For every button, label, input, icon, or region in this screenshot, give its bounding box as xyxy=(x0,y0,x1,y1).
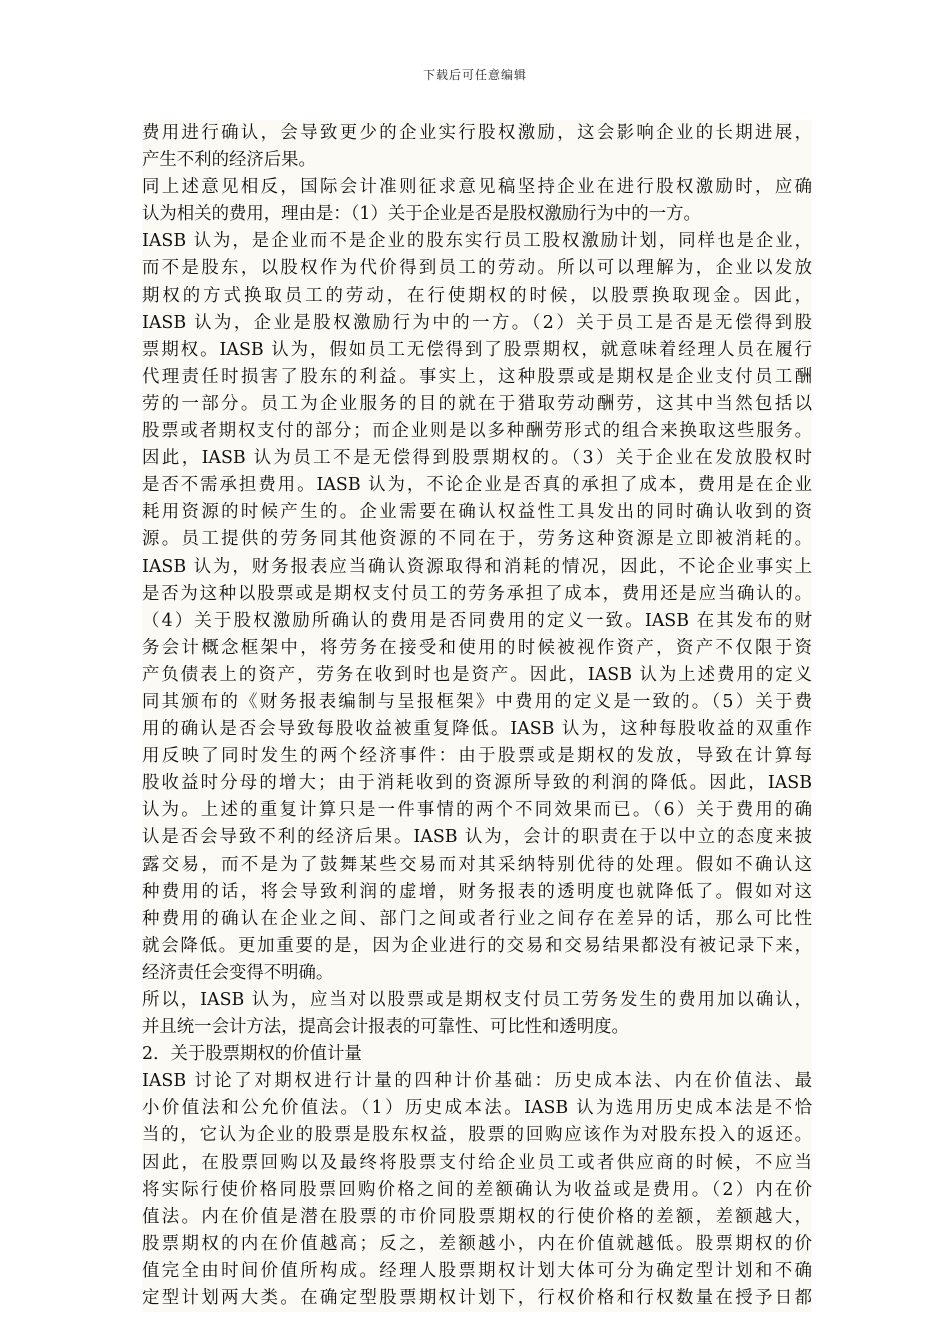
text-line: 所以，IASB 认为，应当对以股票或是期权支付员工劳务发生的费用加以确认， xyxy=(142,990,812,1010)
text-line: 将实际行使价格同股票回购价格之间的差额确认为收益或是费用。（2）内在价 xyxy=(142,1179,812,1200)
text-line: 就会降低。更加重要的是，因为企业进行的交易和交易结果都没有被记录下来， xyxy=(142,935,812,956)
text-line: 认是否会导致不利的经济后果。IASB 认为，会计的职责在于以中立的态度来披 xyxy=(142,827,812,848)
text-line: （4）关于股权激励所确认的费用是否同费用的定义一致。IASB 在其发布的财 xyxy=(142,610,812,631)
text-line: 值完全由时间价值所构成。经理人股票期权计划大体可分为确定型计划和不确 xyxy=(142,1260,812,1281)
text-line: 小价值法和公允价值法。（1）历史成本法。IASB 认为选用历史成本法是不恰 xyxy=(142,1098,812,1119)
text-line: 源。员工提供的劳务同其他资源的不同在于，劳务这种资源是立即被消耗的。 xyxy=(142,529,812,550)
text-line: 期权的方式换取员工的劳动，在行使期权的时候，以股票换取现金。因此， xyxy=(142,285,812,306)
text-line: 认为。上述的重复计算只是一件事情的两个不同效果而已。（6）关于费用的确 xyxy=(142,800,812,821)
text-line: 经济责任会变得不明确。 xyxy=(142,962,334,983)
text-line: IASB 讨论了对期权进行计量的四种计价基础：历史成本法、内在价值法、最 xyxy=(142,1071,812,1092)
text-line: 因此，IASB 认为员工不是无偿得到股票期权的。（3）关于企业在发放股权时 xyxy=(142,448,812,469)
document-body xyxy=(142,120,812,1312)
text-line: 票期权。IASB 认为，假如员工无偿得到了股票期权，就意味着经理人员在履行 xyxy=(142,339,812,360)
text-line: IASB 认为，企业是股权激励行为中的一方。（2）关于员工是否是无偿得到股 xyxy=(142,312,812,333)
text-line: 是否不需承担费用。IASB 认为，不论企业是否真的承担了成本，费用是在企业 xyxy=(142,475,812,496)
text-line: 股票或者期权支付的部分；而企业则是以多种酬劳形式的组合来换取这些服务。 xyxy=(142,421,812,442)
text-line: 而不是股东，以股权作为代价得到员工的劳动。所以可以理解为，企业以发放 xyxy=(142,258,812,279)
text-line: 2．关于股票期权的价值计量 xyxy=(142,1044,362,1065)
text-line: 代理责任时损害了股东的利益。事实上，这种股票或是期权是企业支付员工酬 xyxy=(142,366,812,387)
text-line: 认为相关的费用，理由是：（1）关于企业是否是股权激励行为中的一方。 xyxy=(142,204,701,225)
text-line: 股票期权的内在价值越高；反之，差额越小，内在价值就越低。股票期权的价 xyxy=(142,1233,812,1254)
text-line: 劳的一部分。员工为企业服务的目的就在于猎取劳动酬劳，这其中当然包括以 xyxy=(142,393,812,414)
page-header: 下载后可任意编辑 xyxy=(422,68,527,82)
text-line: 值法。内在价值是潜在股票的市价同股票期权的行使价格的差额，差额越大， xyxy=(142,1206,812,1227)
text-line: 种费用的确认在企业之间、部门之间或者行业之间存在差异的话，那么可比性 xyxy=(142,908,812,929)
text-line: 产负债表上的资产，劳务在收到时也是资产。因此，IASB 认为上述费用的定义 xyxy=(142,664,812,685)
text-line: 用反映了同时发生的两个经济事件：由于股票或是期权的发放，导致在计算每 xyxy=(142,746,812,767)
text-line: 是否为这种以股票或是期权支付员工的劳务承担了成本，费用还是应当确认的。 xyxy=(142,583,812,604)
text-line: 产生不利的经济后果。 xyxy=(142,150,316,171)
text-line: 定型计划两大类。在确定型股票期权计划下，行权价格和行权数量在授予日都 xyxy=(142,1288,812,1309)
text-line: 耗用资源的时候产生的。企业需要在确认权益性工具发出的同时确认收到的资 xyxy=(142,502,812,523)
text-line: 种费用的话，将会导致利润的虚增，财务报表的透明度也就降低了。假如对这 xyxy=(142,881,812,902)
text-line: 用的确认是否会导致每股收益被重复降低。IASB 认为，这种每股收益的双重作 xyxy=(142,719,812,740)
text-line: 同上述意见相反，国际会计准则征求意见稿坚持企业在进行股权激励时，应确 xyxy=(142,177,812,198)
text-line: 务会计概念框架中，将劳务在接受和使用的时候被视作资产，资产不仅限于资 xyxy=(142,637,812,658)
text-line: IASB 认为，是企业而不是企业的股东实行员工股权激励计划，同样也是企业， xyxy=(142,231,812,252)
text-line: 并且统一会计方法，提高会计报表的可靠性、可比性和透明度。 xyxy=(142,1017,629,1038)
text-line: 当的，它认为企业的股票是股东权益，股票的回购应该作为对股东投入的返还。 xyxy=(142,1125,812,1146)
text-line: 因此，在股票回购以及最终将股票支付给企业员工或者供应商的时候，不应当 xyxy=(142,1152,812,1173)
text-line: 费用进行确认，会导致更少的企业实行股权激励，这会影响企业的长期进展， xyxy=(142,123,812,143)
text-line: 股收益时分母的增大；由于消耗收到的资源所导致的利润的降低。因此，IASB xyxy=(142,773,812,794)
text-line: 同其颁布的《财务报表编制与呈报框架》中费用的定义是一致的。（5）关于费 xyxy=(142,691,812,712)
text-line: IASB 认为，财务报表应当确认资源取得和消耗的情况，因此，不论企业事实上 xyxy=(142,556,812,577)
text-line: 露交易，而不是为了鼓舞某些交易而对其采纳特别优待的处理。假如不确认这 xyxy=(142,854,812,875)
